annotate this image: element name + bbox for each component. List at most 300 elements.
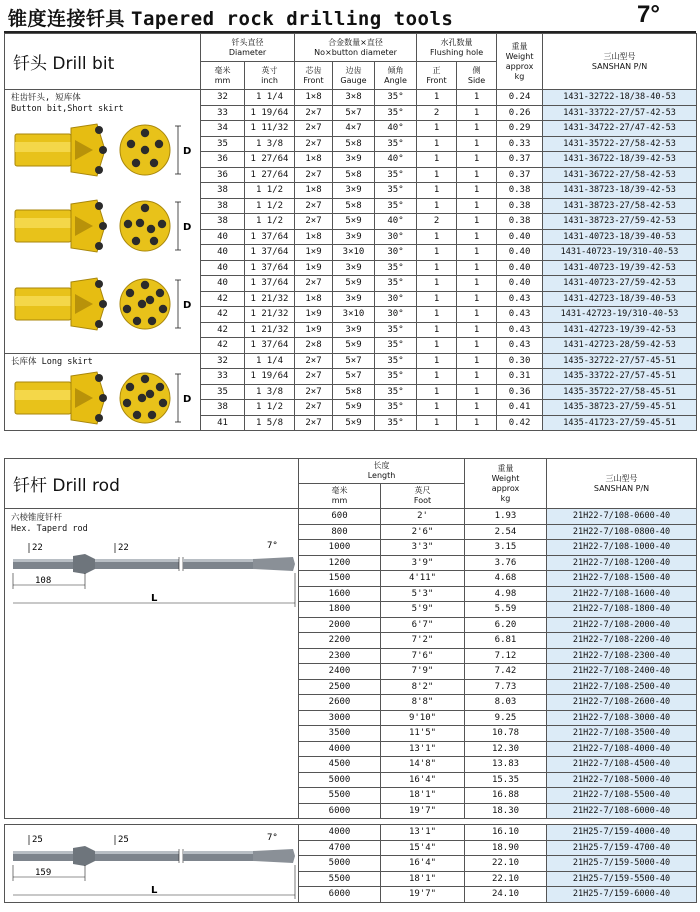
bit-fh-front: 1 xyxy=(417,291,457,307)
bit-front: 2×7 xyxy=(295,198,333,214)
bit-mm: 36 xyxy=(201,167,245,183)
rod-weight: 18.90 xyxy=(465,840,547,856)
rod-mm: 600 xyxy=(299,509,381,525)
bit-weight: 0.41 xyxy=(497,400,543,416)
rod-foot: 18'1" xyxy=(381,788,465,804)
svg-text:22: 22 xyxy=(118,543,129,553)
bit-angle: 35° xyxy=(375,105,417,121)
bit-pn: 1431-36722-18/39-42-53 xyxy=(543,152,697,168)
rod-weight: 12.30 xyxy=(465,741,547,757)
rod-sub-label: 六棱锥度钎杆 Hex. Taperd rod xyxy=(11,513,88,534)
rod-weight: 7.12 xyxy=(465,648,547,664)
bit-front: 1×9 xyxy=(295,245,333,261)
rod-pn: 21H25-7/159-4700-40 xyxy=(547,840,697,856)
bit-fh-front: 1 xyxy=(417,369,457,385)
rod-weight: 4.68 xyxy=(465,571,547,587)
rod-mm: 4700 xyxy=(299,840,381,856)
bit-gauge: 5×7 xyxy=(333,353,375,369)
bit-angle: 35° xyxy=(375,415,417,431)
rod-mm: 1800 xyxy=(299,602,381,618)
header-length: 长度 Length xyxy=(299,459,465,484)
bit-gauge: 3×9 xyxy=(333,229,375,245)
rod-weight: 16.10 xyxy=(465,825,547,841)
bit-fh-front: 2 xyxy=(417,105,457,121)
rod-mm: 2200 xyxy=(299,633,381,649)
bit-inch: 1 21/32 xyxy=(245,322,295,338)
header-rod-foot: 英尺 Foot xyxy=(381,484,465,509)
bit-angle: 35° xyxy=(375,183,417,199)
bit-gauge: 5×9 xyxy=(333,338,375,354)
rod-mm: 3000 xyxy=(299,710,381,726)
bit-front: 2×7 xyxy=(295,400,333,416)
bit-pn: 1431-42723-19/310-40-53 xyxy=(543,307,697,323)
bit-pn: 1431-36722-27/58-42-53 xyxy=(543,167,697,183)
bit-inch: 1 37/64 xyxy=(245,276,295,292)
rod-mm: 1500 xyxy=(299,571,381,587)
rod-pn: 21H22-7/108-5000-40 xyxy=(547,772,697,788)
bit-gauge: 3×10 xyxy=(333,245,375,261)
rod-weight: 4.98 xyxy=(465,586,547,602)
rod-weight: 9.25 xyxy=(465,710,547,726)
bit-fh-side: 1 xyxy=(457,291,497,307)
rod-pn: 21H22-7/108-0800-40 xyxy=(547,524,697,540)
rod-mm: 1200 xyxy=(299,555,381,571)
bit-fh-front: 1 xyxy=(417,229,457,245)
rod-weight: 22.10 xyxy=(465,871,547,887)
bit-mm: 36 xyxy=(201,152,245,168)
bit-mm: 38 xyxy=(201,183,245,199)
bit-fh-front: 1 xyxy=(417,384,457,400)
bit-mm: 40 xyxy=(201,276,245,292)
bit-fh-front: 1 xyxy=(417,245,457,261)
rod-weight: 3.15 xyxy=(465,540,547,556)
rod-foot: 9'10" xyxy=(381,710,465,726)
header-rod-pn: 三山型号 SANSHAN P/N xyxy=(547,459,697,509)
bit-front: 1×8 xyxy=(295,183,333,199)
bit-front: 1×9 xyxy=(295,307,333,323)
rod-foot: 19'7" xyxy=(381,887,465,903)
bit-gauge: 5×8 xyxy=(333,136,375,152)
title-en: Tapered rock drilling tools xyxy=(131,8,454,30)
rod-foot: 19'7" xyxy=(381,803,465,819)
bit-fh-side: 1 xyxy=(457,245,497,261)
bit-fh-side: 1 xyxy=(457,105,497,121)
bit-angle: 35° xyxy=(375,369,417,385)
bit-mm: 38 xyxy=(201,214,245,230)
bit-gauge: 5×8 xyxy=(333,384,375,400)
bit-fh-front: 1 xyxy=(417,322,457,338)
bit-pn: 1431-34722-27/47-42-53 xyxy=(543,121,697,137)
bit-fh-side: 1 xyxy=(457,214,497,230)
rod-pn: 21H22-7/108-2600-40 xyxy=(547,695,697,711)
bit-fh-side: 1 xyxy=(457,229,497,245)
bit-angle: 35° xyxy=(375,198,417,214)
header-inch: 英寸 inch xyxy=(245,62,295,90)
bit-front: 1×8 xyxy=(295,90,333,106)
rod-weight: 10.78 xyxy=(465,726,547,742)
bit-fh-side: 1 xyxy=(457,400,497,416)
bit-pn: 1431-33722-27/57-42-53 xyxy=(543,105,697,121)
bit-fh-front: 1 xyxy=(417,121,457,137)
bit-fh-front: 1 xyxy=(417,353,457,369)
rod-foot: 13'1" xyxy=(381,825,465,841)
rod-foot: 2' xyxy=(381,509,465,525)
header-mm: 毫米 mm xyxy=(201,62,245,90)
rod-foot: 7'6" xyxy=(381,648,465,664)
rod-25-illustration-svg xyxy=(5,829,299,902)
bit-fh-side: 1 xyxy=(457,415,497,431)
bit-gauge: 4×7 xyxy=(333,121,375,137)
bit-inch: 1 3/8 xyxy=(245,384,295,400)
rod-weight: 6.81 xyxy=(465,633,547,649)
bit-front: 2×7 xyxy=(295,214,333,230)
rod-mm: 6000 xyxy=(299,803,381,819)
bit-weight: 0.43 xyxy=(497,338,543,354)
rod-foot: 3'9" xyxy=(381,555,465,571)
bit-front: 1×8 xyxy=(295,229,333,245)
rod-foot: 8'8" xyxy=(381,695,465,711)
header-fh-side: 侧 Side xyxy=(457,62,497,90)
bit-pn: 1435-41723-27/59-45-51 xyxy=(543,415,697,431)
bit-angle: 35° xyxy=(375,167,417,183)
rod-foot: 16'4" xyxy=(381,772,465,788)
bit-mm: 35 xyxy=(201,384,245,400)
bit-inch: 1 11/32 xyxy=(245,121,295,137)
bit-gauge: 5×9 xyxy=(333,276,375,292)
bit-inch: 1 37/64 xyxy=(245,229,295,245)
bit-weight: 0.38 xyxy=(497,183,543,199)
bit-gauge: 5×8 xyxy=(333,198,375,214)
header-angle: 倾角 Angle xyxy=(375,62,417,90)
bit-fh-front: 1 xyxy=(417,136,457,152)
rod-pn: 21H22-7/108-6000-40 xyxy=(547,803,697,819)
bit-inch: 1 1/2 xyxy=(245,198,295,214)
rod-foot: 4'11" xyxy=(381,571,465,587)
bit-fh-side: 1 xyxy=(457,198,497,214)
bit-pn: 1431-40723-27/59-42-53 xyxy=(543,276,697,292)
drill-bit-table xyxy=(4,33,697,431)
bit-pn: 1431-38723-27/58-42-53 xyxy=(543,198,697,214)
rod-mm: 1000 xyxy=(299,540,381,556)
rod-pn: 21H25-7/159-4000-40 xyxy=(547,825,697,841)
rod-mm: 5500 xyxy=(299,871,381,887)
bit-weight: 0.40 xyxy=(497,260,543,276)
bit-weight: 0.43 xyxy=(497,322,543,338)
rod-weight: 18.30 xyxy=(465,803,547,819)
svg-text:D: D xyxy=(183,146,192,157)
bit-inch: 1 1/2 xyxy=(245,183,295,199)
bit-fh-side: 1 xyxy=(457,183,497,199)
rod-pn: 21H22-7/108-2300-40 xyxy=(547,648,697,664)
rod-pn: 21H22-7/108-2500-40 xyxy=(547,679,697,695)
rod-mm: 5000 xyxy=(299,772,381,788)
rod-22-illustration-svg xyxy=(5,537,299,631)
bit-inch: 1 19/64 xyxy=(245,105,295,121)
bit-angle: 35° xyxy=(375,90,417,106)
header-diameter: 钎头直径 Diameter xyxy=(201,34,295,62)
rod-mm: 4000 xyxy=(299,825,381,841)
rod-weight: 7.73 xyxy=(465,679,547,695)
rod-pn: 21H22-7/108-2400-40 xyxy=(547,664,697,680)
bit-mm: 32 xyxy=(201,90,245,106)
bit-weight: 0.37 xyxy=(497,167,543,183)
bit-gauge: 5×8 xyxy=(333,167,375,183)
bit-front: 1×8 xyxy=(295,152,333,168)
rod-foot: 18'1" xyxy=(381,871,465,887)
bit-inch: 1 37/64 xyxy=(245,245,295,261)
bit-weight: 0.43 xyxy=(497,307,543,323)
rod-pn: 21H25-7/159-6000-40 xyxy=(547,887,697,903)
bit-angle: 35° xyxy=(375,322,417,338)
bit-mm: 40 xyxy=(201,260,245,276)
bit-front: 1×9 xyxy=(295,322,333,338)
rod-mm: 2000 xyxy=(299,617,381,633)
bit-front: 2×7 xyxy=(295,369,333,385)
bit-pn: 1435-32722-27/57-45-51 xyxy=(543,353,697,369)
bit-front: 2×7 xyxy=(295,415,333,431)
bit-fh-front: 1 xyxy=(417,152,457,168)
bit-gauge: 3×8 xyxy=(333,90,375,106)
svg-text:7°: 7° xyxy=(267,541,278,551)
bit-mm: 41 xyxy=(201,415,245,431)
rod-foot: 5'9" xyxy=(381,602,465,618)
rod-weight: 2.54 xyxy=(465,524,547,540)
bit-pn: 1431-38723-18/39-42-53 xyxy=(543,183,697,199)
rod-foot: 11'5" xyxy=(381,726,465,742)
bit-fh-side: 1 xyxy=(457,260,497,276)
bit-angle: 35° xyxy=(375,384,417,400)
bit-weight: 0.38 xyxy=(497,198,543,214)
bit-weight: 0.38 xyxy=(497,214,543,230)
bit-inch: 1 5/8 xyxy=(245,415,295,431)
bit-weight: 0.40 xyxy=(497,229,543,245)
bit-fh-side: 1 xyxy=(457,384,497,400)
rod-mm: 2300 xyxy=(299,648,381,664)
bit-inch: 1 21/32 xyxy=(245,291,295,307)
svg-text:159: 159 xyxy=(35,868,52,878)
bit-weight: 0.37 xyxy=(497,152,543,168)
bit-weight: 0.33 xyxy=(497,136,543,152)
rod-weight: 16.88 xyxy=(465,788,547,804)
bit-inch: 1 1/4 xyxy=(245,90,295,106)
bit-fh-front: 1 xyxy=(417,260,457,276)
rod-row xyxy=(5,509,697,525)
bit-weight: 0.31 xyxy=(497,369,543,385)
bit-fh-side: 1 xyxy=(457,136,497,152)
bit-inch: 1 37/64 xyxy=(245,260,295,276)
svg-text:D: D xyxy=(183,222,192,233)
rod-mm: 2500 xyxy=(299,679,381,695)
bit-mm: 33 xyxy=(201,105,245,121)
drill-rod-table xyxy=(4,458,697,903)
bit-angle: 40° xyxy=(375,121,417,137)
bit-drawing xyxy=(5,90,201,353)
rod-weight: 24.10 xyxy=(465,887,547,903)
bit-gauge: 5×9 xyxy=(333,415,375,431)
bit-inch: 1 1/2 xyxy=(245,400,295,416)
rod-foot: 3'3" xyxy=(381,540,465,556)
taper-angle: 7° xyxy=(637,1,660,28)
bit-front: 1×9 xyxy=(295,260,333,276)
bit-fh-side: 1 xyxy=(457,338,497,354)
bit-angle: 30° xyxy=(375,307,417,323)
short-skirt-illustration xyxy=(5,90,201,354)
header-fh-front: 正 Front xyxy=(417,62,457,90)
bit-mm: 34 xyxy=(201,121,245,137)
bit-drawing xyxy=(5,354,201,431)
bit-front: 1×8 xyxy=(295,291,333,307)
bit-image-long xyxy=(15,372,191,424)
bit-pn: 1431-42723-28/59-42-53 xyxy=(543,338,697,354)
bit-fh-side: 1 xyxy=(457,322,497,338)
rod-weight: 8.03 xyxy=(465,695,547,711)
bit-inch: 1 27/64 xyxy=(245,167,295,183)
bit-front: 2×7 xyxy=(295,167,333,183)
drill-rod-section-title: 钎杆 Drill rod xyxy=(5,459,299,509)
bit-fh-side: 1 xyxy=(457,353,497,369)
header-pn: 三山型号 SANSHAN P/N xyxy=(543,34,697,90)
bit-row xyxy=(5,90,697,106)
svg-text:7°: 7° xyxy=(267,833,278,843)
bit-fh-side: 1 xyxy=(457,276,497,292)
bit-pn: 1431-38723-27/59-42-53 xyxy=(543,214,697,230)
long-skirt-label: 长库体 Long skirt xyxy=(11,356,93,367)
bit-mm: 38 xyxy=(201,400,245,416)
bit-front: 2×7 xyxy=(295,121,333,137)
rod-foot: 16'4" xyxy=(381,856,465,872)
page-title xyxy=(8,4,453,31)
bit-front: 2×7 xyxy=(295,353,333,369)
bit-pn: 1435-38723-27/59-45-51 xyxy=(543,400,697,416)
rod-foot: 7'2" xyxy=(381,633,465,649)
bit-fh-front: 1 xyxy=(417,338,457,354)
bit-mm: 42 xyxy=(201,291,245,307)
bit-fh-front: 1 xyxy=(417,415,457,431)
bit-mm: 40 xyxy=(201,229,245,245)
svg-text:L: L xyxy=(151,885,158,896)
svg-text:D: D xyxy=(183,393,192,405)
header-buttons: 合金数量×直径 No×button diameter xyxy=(295,34,417,62)
bit-pn: 1435-35722-27/58-45-51 xyxy=(543,384,697,400)
bit-weight: 0.42 xyxy=(497,415,543,431)
rod-row xyxy=(5,825,697,841)
bit-image-1 xyxy=(15,124,191,176)
header-flushing: 水孔数量 Flushing hole xyxy=(417,34,497,62)
bit-gauge: 3×9 xyxy=(333,322,375,338)
bit-fh-front: 1 xyxy=(417,167,457,183)
bit-angle: 30° xyxy=(375,245,417,261)
bit-front: 2×8 xyxy=(295,338,333,354)
bit-inch: 1 19/64 xyxy=(245,369,295,385)
long-skirt-illustration xyxy=(5,353,201,431)
rod-foot: 8'2" xyxy=(381,679,465,695)
bit-pn: 1435-33722-27/57-45-51 xyxy=(543,369,697,385)
bit-fh-front: 1 xyxy=(417,90,457,106)
bit-angle: 40° xyxy=(375,214,417,230)
drill-bit-section-title: 钎头 Drill bit xyxy=(5,34,201,90)
bit-weight: 0.40 xyxy=(497,276,543,292)
rod-weight: 1.93 xyxy=(465,509,547,525)
header-rod-mm: 毫米 mm xyxy=(299,484,381,509)
rod-25-illustration xyxy=(5,825,299,903)
bit-gauge: 5×7 xyxy=(333,369,375,385)
bit-mm: 42 xyxy=(201,338,245,354)
rod-pn: 21H22-7/108-4500-40 xyxy=(547,757,697,773)
bit-weight: 0.29 xyxy=(497,121,543,137)
rod-pn: 21H22-7/108-3500-40 xyxy=(547,726,697,742)
rod-mm: 5000 xyxy=(299,856,381,872)
bit-pn: 1431-42723-19/39-42-53 xyxy=(543,322,697,338)
rod-foot: 7'9" xyxy=(381,664,465,680)
rod-mm: 1600 xyxy=(299,586,381,602)
bit-mm: 42 xyxy=(201,307,245,323)
rod-weight: 13.83 xyxy=(465,757,547,773)
bit-angle: 35° xyxy=(375,276,417,292)
bit-fh-front: 1 xyxy=(417,400,457,416)
bit-fh-front: 1 xyxy=(417,307,457,323)
bit-inch: 1 21/32 xyxy=(245,307,295,323)
bit-pn: 1431-40723-18/39-40-53 xyxy=(543,229,697,245)
rod-mm: 5500 xyxy=(299,788,381,804)
rod-mm: 3500 xyxy=(299,726,381,742)
svg-text:108: 108 xyxy=(35,576,52,586)
rod-foot: 5'3" xyxy=(381,586,465,602)
bit-angle: 35° xyxy=(375,136,417,152)
bit-row xyxy=(5,353,697,369)
svg-text:L: L xyxy=(151,593,158,604)
rod-foot: 14'8" xyxy=(381,757,465,773)
bit-weight: 0.43 xyxy=(497,291,543,307)
svg-text:25: 25 xyxy=(32,835,43,845)
bit-mm: 35 xyxy=(201,136,245,152)
rod-foot: 13'1" xyxy=(381,741,465,757)
bit-angle: 30° xyxy=(375,291,417,307)
bit-fh-front: 1 xyxy=(417,198,457,214)
rod-pn: 21H22-7/108-1500-40 xyxy=(547,571,697,587)
title-cn: 锥度连接钎具 xyxy=(8,8,126,30)
rod-weight: 6.20 xyxy=(465,617,547,633)
bit-fh-front: 1 xyxy=(417,183,457,199)
bit-gauge: 5×9 xyxy=(333,214,375,230)
bit-mm: 42 xyxy=(201,322,245,338)
bit-pn: 1431-40723-19/310-40-53 xyxy=(543,245,697,261)
rod-pn: 21H22-7/108-1800-40 xyxy=(547,602,697,618)
rod-mm: 4000 xyxy=(299,741,381,757)
bit-angle: 40° xyxy=(375,152,417,168)
bit-image-2 xyxy=(15,200,191,252)
bit-gauge: 3×9 xyxy=(333,183,375,199)
bit-weight: 0.40 xyxy=(497,245,543,261)
svg-text:25: 25 xyxy=(118,835,129,845)
rod-pn: 21H22-7/108-5500-40 xyxy=(547,788,697,804)
rod-weight: 15.35 xyxy=(465,772,547,788)
bit-weight: 0.24 xyxy=(497,90,543,106)
header-rod-weight: 重量 Weight approx kg xyxy=(465,459,547,509)
rod-mm: 2600 xyxy=(299,695,381,711)
rod-foot: 15'4" xyxy=(381,840,465,856)
bit-gauge: 5×9 xyxy=(333,400,375,416)
rod-pn: 21H22-7/108-4000-40 xyxy=(547,741,697,757)
bit-front: 2×7 xyxy=(295,136,333,152)
header-weight: 重量 Weight approx kg xyxy=(497,34,543,90)
svg-text:22: 22 xyxy=(32,543,43,553)
bit-inch: 1 27/64 xyxy=(245,152,295,168)
rod-pn: 21H22-7/108-1000-40 xyxy=(547,540,697,556)
rod-mm: 800 xyxy=(299,524,381,540)
rod-mm: 6000 xyxy=(299,887,381,903)
bit-angle: 35° xyxy=(375,260,417,276)
rod-pn: 21H22-7/108-2200-40 xyxy=(547,633,697,649)
